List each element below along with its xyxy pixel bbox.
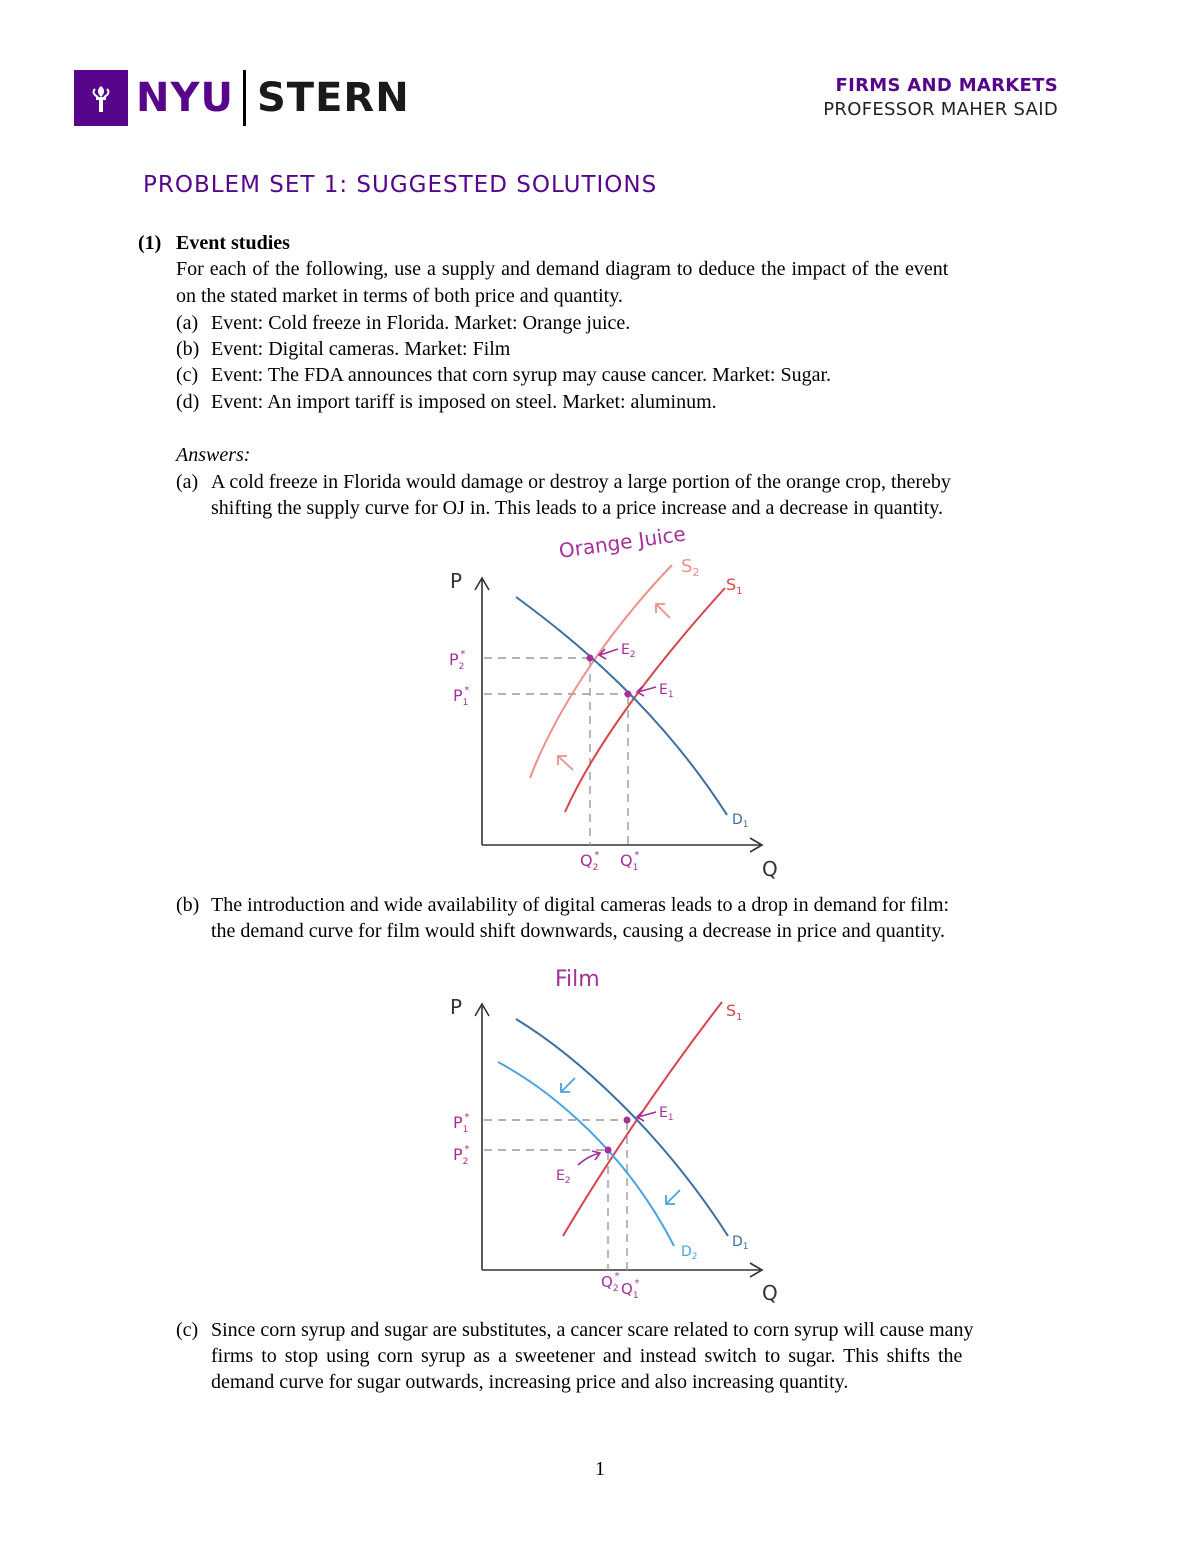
graph1-pointer-arrow-icon: [599, 649, 656, 696]
item-label-b: (b): [176, 338, 200, 360]
graph2-title: Film: [555, 967, 600, 992]
graph2-shift-arrow-icon: [561, 1078, 680, 1204]
answer-c-line3: demand curve for sugar outwards, increasing price and also increasing quantity.: [211, 1371, 849, 1393]
graph2-q2-label: $Q_2*$: [601, 1271, 620, 1294]
answers-label: Answers:: [176, 444, 251, 466]
course-name: FIRMS AND MARKETS: [835, 75, 1058, 96]
page-number: 1: [595, 1458, 605, 1480]
graph2-demand-d1-curve: [516, 1019, 728, 1236]
graph1-e1-point: [625, 691, 632, 698]
item-label-a: (a): [176, 312, 199, 334]
professor-name: PROFESSOR MAHER SAID: [823, 99, 1058, 120]
graph1-d1-label: $D_1$: [732, 812, 749, 830]
page-title: PROBLEM SET 1: SUGGESTED SOLUTIONS: [143, 172, 658, 198]
torch-icon: [74, 70, 128, 126]
graph1-q1-label: $Q_1*$: [620, 850, 640, 873]
graph1-q2-label: $Q_2*$: [580, 850, 600, 873]
question-number: (1): [138, 232, 162, 254]
answer-a-line1: A cold freeze in Florida would damage or destroy a large portion of the orange crop, thereby: [211, 471, 951, 493]
graph1-dashed-guides: [484, 658, 628, 845]
graph2-axes: [475, 1004, 762, 1277]
graph1-title: Orange Juice: [557, 521, 688, 563]
graph1-x-axis-label: Q: [762, 857, 778, 881]
graph1-y-axis-label: P: [450, 569, 463, 593]
question-intro-line1: For each of the following, use a supply and demand diagram to deduce the impact of the event: [176, 258, 949, 280]
graph2-supply-s1-curve: [563, 1002, 722, 1236]
graph1-s2-label: $S_2$: [681, 556, 700, 579]
item-label-d: (d): [176, 391, 200, 413]
graph2-d1-label: $D_1$: [732, 1234, 749, 1252]
answer-label-a: (a): [176, 471, 199, 493]
item-text-b: Event: Digital cameras. Market: Film: [211, 338, 511, 360]
graph1-e1-label: $E_1$: [659, 682, 674, 700]
graph2-e1-point: [624, 1117, 631, 1124]
graph1-supply-s1-curve: [565, 588, 725, 812]
item-text-d: Event: An import tariff is imposed on steel. Market: aluminum.: [211, 391, 717, 413]
answer-c-line2: firms to stop using corn syrup as a sweetener and instead switch to sugar. This shifts the: [211, 1345, 963, 1367]
item-text-c: Event: The FDA announces that corn syrup may cause cancer. Market: Sugar.: [211, 364, 832, 386]
graph1-s1-label: $S_1$: [726, 575, 743, 597]
graph1-e2-label: $E_2$: [621, 642, 636, 660]
graph2-q1-label: $Q_1*$: [621, 1278, 640, 1301]
answer-c-line1: Since corn syrup and sugar are substitutes, a cancer scare related to corn syrup will cause many: [211, 1319, 974, 1341]
graph2-y-axis-label: P: [450, 995, 463, 1019]
graph2-e2-point: [605, 1147, 612, 1154]
graph2-s1-label: $S_1$: [726, 1001, 743, 1023]
graph2-demand-d2-curve: [498, 1062, 674, 1246]
item-text-a: Event: Cold freeze in Florida. Market: Orange juice.: [211, 312, 631, 334]
logo-nyu-text: NYU: [136, 75, 234, 121]
logo-divider: [243, 70, 246, 126]
graph2-d2-label: $D_2$: [681, 1244, 698, 1262]
answer-a-line2: shifting the supply curve for OJ in. This leads to a price increase and a decrease in quantity.: [211, 497, 943, 519]
graph1-p2-label: $P_2*$: [449, 649, 466, 672]
graph1-e2-point: [587, 655, 594, 662]
answer-b-line2: the demand curve for film would shift downwards, causing a decrease in price and quantity.: [211, 920, 946, 942]
graph2-e2-label: $E_2$: [556, 1168, 571, 1186]
nyu-torch-logo: [74, 70, 128, 126]
answer-label-c: (c): [176, 1319, 199, 1341]
graph2-e1-label: $E_1$: [659, 1105, 674, 1123]
graph2-p2-label: $P_2*$: [453, 1144, 470, 1167]
logo-stern-text: STERN: [257, 75, 410, 121]
answer-label-b: (b): [176, 894, 200, 916]
graph1-demand-d1-curve: [516, 597, 727, 815]
item-label-c: (c): [176, 364, 199, 386]
answer-b-line1: The introduction and wide availability of digital cameras leads to a drop in demand for film:: [211, 894, 950, 916]
question-heading: Event studies: [176, 232, 290, 254]
graph2-pointer-arrow-icon: [578, 1111, 656, 1165]
graph1-supply-s2-curve: [530, 565, 672, 778]
graph2-x-axis-label: Q: [762, 1281, 778, 1305]
graph1-axes: [475, 578, 762, 852]
graph1-shift-arrow-icon: [558, 604, 670, 770]
graph2-p1-label: $P_1*$: [453, 1112, 470, 1135]
question-intro-line2: on the stated market in terms of both price and quantity.: [176, 285, 623, 307]
graph1-p1-label: $P_1*$: [453, 685, 470, 708]
graph2-dashed-guides: [484, 1120, 627, 1270]
